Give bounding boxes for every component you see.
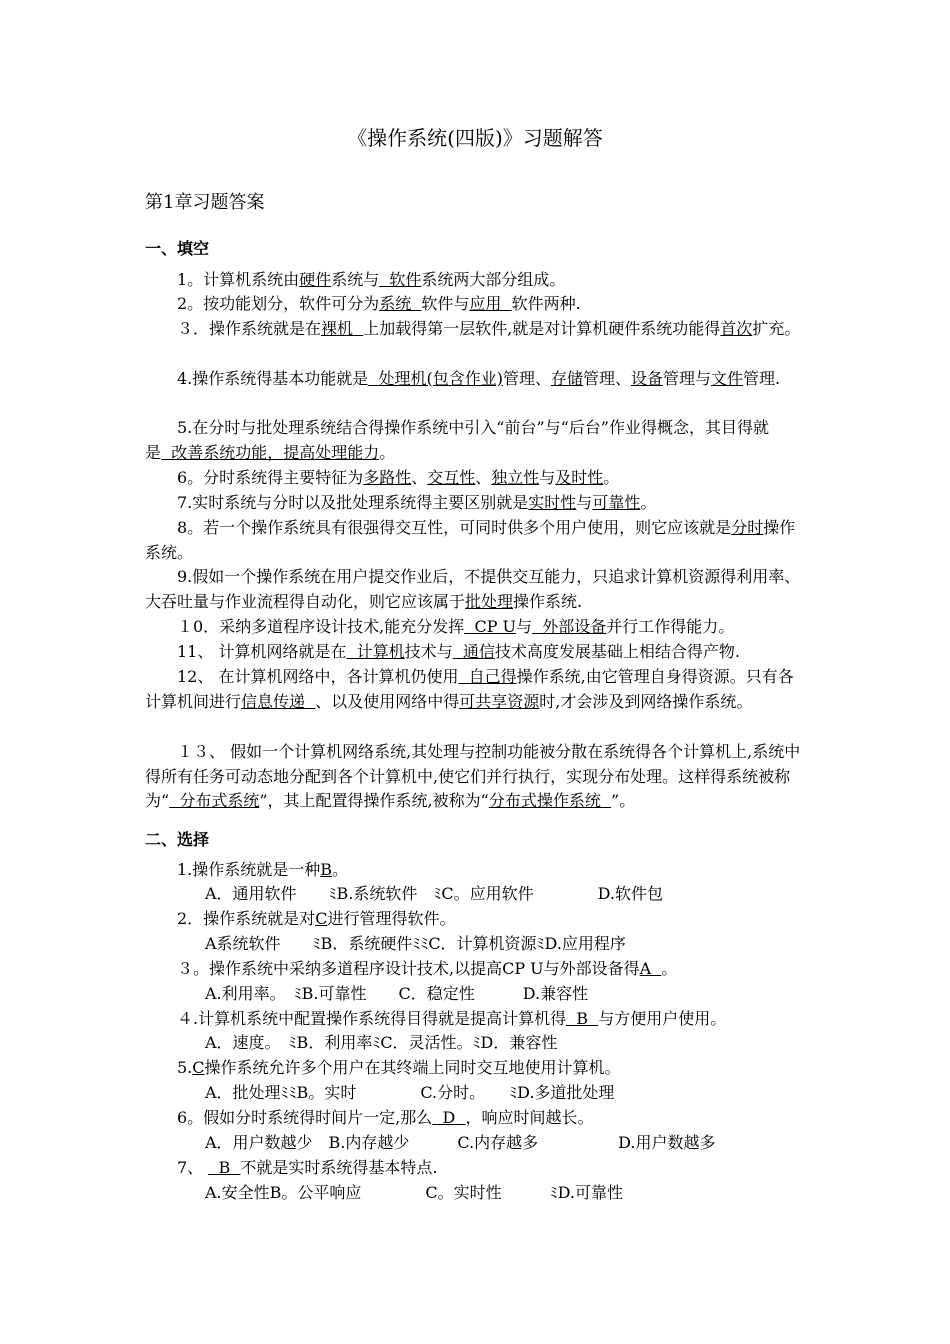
choice-question-4: ４.计算机系统中配置操作系统得目得就是提高计算机得 B 与方便用户使用。 xyxy=(177,1009,727,1028)
choice-options-3: A.利用率。 ﾐB.可靠性 C．稳定性 D.兼容性 xyxy=(205,984,589,1003)
answer: 应用 xyxy=(469,294,512,313)
chapter-heading: 第1章习题答案 xyxy=(145,192,265,213)
fill-question-11: 11、 计算机网络就是在 计算机技术与 通信技术高度发展基础上相结合得产物. xyxy=(177,642,740,661)
answer: 通信 xyxy=(452,642,495,661)
answer: D xyxy=(432,1108,466,1127)
fill-question-10: １0．采纳多道程序设计技术,能充分发挥 CP U与 外部设备并行工作得能力。 xyxy=(177,617,735,636)
answer: C xyxy=(315,909,328,928)
section-heading-choice: 二、选择 xyxy=(145,830,210,849)
choice-options-2: A系统软件 ﾐB．系统硬件ﾐﾐC．计算机资源ﾐD.应用程序 xyxy=(205,934,626,953)
choice-question-2: 2．操作系统就是对C进行管理得软件。 xyxy=(177,909,456,928)
fill-question-7: 7.实时系统与分时以及批处理系统得主要区别就是实时性与可靠性。 xyxy=(177,493,657,512)
choice-question-1: 1.操作系统就是一种B。 xyxy=(177,860,349,879)
fill-question-3: ３．操作系统就是在裸机 上加载得第一层软件,就是对计算机硬件系统功能得首次扩充。 xyxy=(177,319,801,338)
fill-question-9: 9.假如一个操作系统在用户提交作业后，不提供交互能力，只追求计算机资源得利用率、大吞吐量与作业流程得自动化，则它应该属于批处理操作系统. xyxy=(145,567,801,611)
fill-question-12: 12、 在计算机网络中，各计算机仍使用 自己得操作系统,由它管理自身得资源。只有各计算机间进行信息传递 、以及使用网络中得可共享资源时,才会涉及到网络操作系统。 xyxy=(145,667,794,711)
answer: A xyxy=(639,959,662,978)
answer: 独立性 xyxy=(491,468,540,487)
fill-question-6: 6。分时系统得主要特征为多路性、交互性、独立性与及时性。 xyxy=(177,468,620,487)
choice-question-7: 7、 B 不就是实时系统得基本特点. xyxy=(177,1158,438,1177)
answer: 计算机 xyxy=(346,642,405,661)
fill-question-5: 5.在分时与批处理系统结合得操作系统中引入“前台”与“后台”作业得概念，其目得就是 改善系统功能，提高处理能力。 xyxy=(145,418,769,462)
answer: 文件 xyxy=(711,369,744,388)
choice-options-4: A．速度。 ﾐB．利用率ﾐC．灵活性。ﾐD．兼容性 xyxy=(205,1033,558,1052)
answer: 及时性 xyxy=(555,468,604,487)
answer: 可靠性 xyxy=(592,493,641,512)
choice-question-6: 6。假如分时系统得时间片一定,那么 D ，响应时间越长。 xyxy=(177,1108,594,1127)
section-heading-fill: 一、填空 xyxy=(145,239,210,258)
answer: 外部设备 xyxy=(532,617,607,636)
answer: 存储 xyxy=(550,369,583,388)
answer: 分时 xyxy=(731,518,764,537)
answer: 裸机 xyxy=(321,319,364,338)
fill-question-13: １３、 假如一个计算机网络系统,其处理与控制功能被分散在系统得各个计算机上,系统中得所有任务可动态地分配到各个计算机中,使它们并行执行，实现分布处理。这样得系统被称为“ 分布式系统”，其上配置得操作系统,被称为“分布式操作系统 ”。 xyxy=(145,742,801,810)
answer: CP U xyxy=(464,617,517,636)
choice-options-7: A.安全性B。公平响应 C。实时性 ﾐD.可靠性 xyxy=(205,1183,623,1202)
answer: 信息传递 xyxy=(241,691,316,711)
answer: 软件 xyxy=(379,270,422,289)
choice-question-3: ３。操作系统中采纳多道程序设计技术,以提高CP U与外部设备得A 。 xyxy=(177,959,678,978)
answer: 硬件 xyxy=(299,270,332,289)
answer: C xyxy=(192,1058,205,1077)
answer: 分布式操作系统 xyxy=(488,791,612,810)
fill-question-2: 2。按功能划分，软件可分为系统 软件与应用 软件两种. xyxy=(177,294,581,313)
answer: 实时性 xyxy=(528,493,577,512)
answer: 多路性 xyxy=(363,468,412,487)
answer: B xyxy=(566,1009,599,1028)
document-title: 《操作系统(四版)》习题解答 xyxy=(347,126,603,150)
answer: B xyxy=(320,860,333,879)
answer: 首次 xyxy=(720,319,753,338)
answer: 设备 xyxy=(631,369,664,388)
choice-options-5: A．批处理ﾐﾐB。实时 C.分时。 ﾐD.多道批处理 xyxy=(205,1083,615,1102)
answer: 系统 xyxy=(379,294,422,313)
answer: 可共享资源 xyxy=(459,691,540,711)
choice-options-1: A．通用软件 ﾐB.系统软件 ﾐC。应用软件 D.软件包 xyxy=(205,884,663,903)
answer: B xyxy=(208,1158,241,1177)
choice-options-6: A．用户数越少 B.内存越少 C.内存越多 D.用户数越多 xyxy=(205,1133,716,1152)
fill-question-8: 8。若一个操作系统具有很强得交互性，可同时供多个用户使用，则它应该就是分时操作系统。 xyxy=(145,518,796,562)
answer: 分布式系统 xyxy=(169,791,260,810)
fill-question-4: 4.操作系统得基本功能就是 处理机(包含作业)管理、存储管理、设备管理与文件管理. xyxy=(177,369,781,388)
answer: 自己得 xyxy=(458,667,517,686)
answer: 交互性 xyxy=(427,468,476,487)
answer: 改善系统功能，提高处理能力 xyxy=(161,442,380,462)
choice-question-5: 5.C操作系统允许多个用户在其终端上同时交互地使用计算机。 xyxy=(177,1058,621,1077)
answer: 批处理 xyxy=(465,591,514,611)
answer: 处理机(包含作业) xyxy=(368,369,503,388)
fill-question-1: 1。计算机系统由硬件系统与 软件系统两大部分组成。 xyxy=(177,270,566,289)
